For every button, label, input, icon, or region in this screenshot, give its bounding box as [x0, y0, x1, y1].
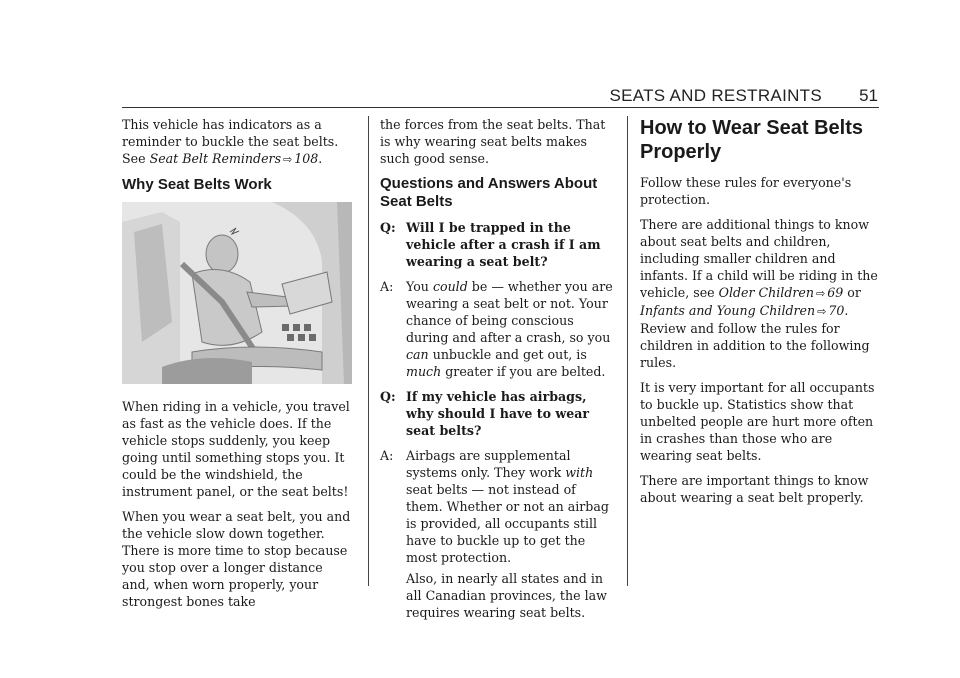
page-ref-number[interactable]: 69	[827, 285, 844, 300]
column-divider	[368, 116, 369, 586]
body-paragraph: Follow these rules for everyone's protection.	[640, 175, 852, 207]
section-heading: Questions and Answers About Seat Belts	[380, 175, 598, 210]
column-divider	[627, 116, 628, 586]
section-heading-major: How to Wear Seat Belts Properly	[640, 117, 864, 163]
question-2	[380, 388, 616, 439]
page-ref-number[interactable]: 108	[294, 151, 319, 166]
question-text: If my vehicle has airbags, why should I have to wear seat belts?	[406, 389, 590, 438]
page-ref-icon: ⇨	[815, 287, 826, 300]
question-1	[380, 219, 616, 270]
column-1	[122, 116, 354, 618]
page-number: 51	[859, 86, 878, 105]
answer-2	[380, 447, 616, 566]
body-paragraph: There are additional things to know about seat belts and children, including smaller children and infants. If a child will be riding in the vehicle, see Older Children ⇨ 69 or Infants and Young Children ⇨ 70. Review and follow the rules for children in addition to the following rules.	[640, 217, 878, 370]
answer-tag: A:	[380, 279, 394, 294]
column-2	[380, 116, 616, 629]
answer-tag: A:	[380, 448, 394, 463]
answer-1	[380, 278, 616, 380]
section-title: SEATS AND RESTRAINTS	[609, 86, 822, 105]
question-tag: Q:	[380, 389, 396, 404]
intro-text: This vehicle has indicators as a reminder to buckle the seat belts. See	[122, 117, 339, 166]
header-rule	[122, 107, 879, 108]
question-tag: Q:	[380, 220, 396, 235]
infants-young-children-link[interactable]: Infants and Young Children	[640, 303, 816, 318]
body-paragraph: It is very important for all occupants to buckle up. Statistics show that unbelted people are hurt more often in crashes than those who are wearing seat belts.	[640, 380, 875, 463]
body-paragraph: the forces from the seat belts. That is why wearing seat belts makes such good sense.	[380, 117, 606, 166]
body-paragraph: When riding in a vehicle, you travel as fast as the vehicle does. If the vehicle stops suddenly, you keep going until something stops you. It could be the windshield, the instrument panel, or the seat belts!	[122, 399, 350, 499]
older-children-link[interactable]: Older Children	[718, 285, 814, 300]
intro-paragraph: This vehicle has indicators as a reminder to buckle the seat belts. See Seat Belt Reminders ⇨ 108.	[122, 117, 339, 166]
section-heading: Why Seat Belts Work	[122, 176, 272, 193]
seat-belt-reminders-link[interactable]: Seat Belt Reminders	[149, 151, 282, 166]
answer-text: You could be — whether you are wearing a seat belt or not. Your chance of being conscious during and after a crash, so you can unbuckle and get out, is much greater if you are belted.	[406, 279, 613, 379]
answer-text: Airbags are supplemental systems only. They work with seat belts — not instead of them. Whether or not an airbag is provided, all occupants still have to buckle up to get the most protection.	[406, 448, 609, 565]
question-text: Will I be trapped in the vehicle after a crash if I am wearing a seat belt?	[406, 220, 601, 269]
running-header	[600, 86, 878, 108]
body-paragraph: There are important things to know about wearing a seat belt properly.	[640, 473, 869, 505]
answer-continuation: Also, in nearly all states and in all Canadian provinces, the law requires wearing seat belts.	[406, 571, 607, 620]
page-ref-number[interactable]: 70	[828, 303, 845, 318]
page-ref-icon: ⇨	[817, 305, 827, 318]
body-paragraph: When you wear a seat belt, you and the vehicle slow down together. There is more time to stop because you stop over a longer distance and, when worn properly, your strongest bones take	[122, 509, 351, 609]
crash-dummy-illustration	[122, 202, 352, 384]
column-3	[640, 116, 880, 514]
page-ref-icon: ⇨	[283, 153, 293, 166]
